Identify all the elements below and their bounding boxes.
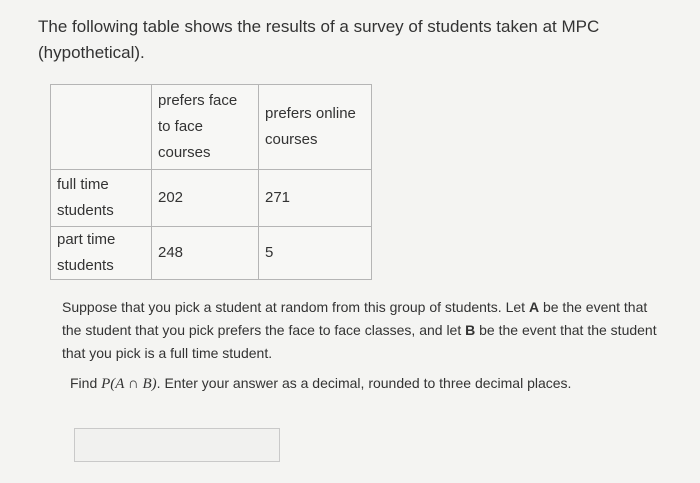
event-b-label: B	[465, 322, 476, 338]
find-instruction	[70, 372, 670, 396]
event-a-label: A	[528, 299, 540, 315]
survey-table	[50, 84, 372, 280]
row-header-part-time: part time students	[51, 227, 152, 280]
column-header-online: prefers online courses	[259, 85, 372, 170]
find-prefix: Find	[70, 375, 102, 391]
problem-text-3: be the event that the student that you pick is a full time student.	[62, 322, 657, 361]
table-cell: 271	[259, 170, 372, 227]
find-suffix: . Enter your answer as a decimal, rounded to three decimal places.	[156, 375, 572, 391]
table-cell: 248	[152, 227, 259, 280]
table-cell: 5	[259, 227, 372, 280]
problem-text-2: be the event that the student that you pick prefers the face to face classes, and let	[62, 299, 648, 338]
answer-input[interactable]	[74, 428, 280, 462]
table-header-row	[51, 85, 372, 170]
problem-statement	[62, 296, 662, 365]
column-header-face-to-face: prefers face to face courses	[152, 85, 259, 170]
problem-text-1: Suppose that you pick a student at random from this group of students. Let	[62, 299, 529, 315]
row-header-full-time: full time students	[51, 170, 152, 227]
table-corner-cell	[51, 85, 152, 170]
table-row	[51, 227, 372, 280]
question-intro: The following table shows the results of a survey of students taken at MPC (hypothetical).	[38, 17, 600, 62]
table-cell: 202	[152, 170, 259, 227]
probability-expression: P(A ∩ B)	[101, 376, 157, 392]
table-row	[51, 170, 372, 227]
